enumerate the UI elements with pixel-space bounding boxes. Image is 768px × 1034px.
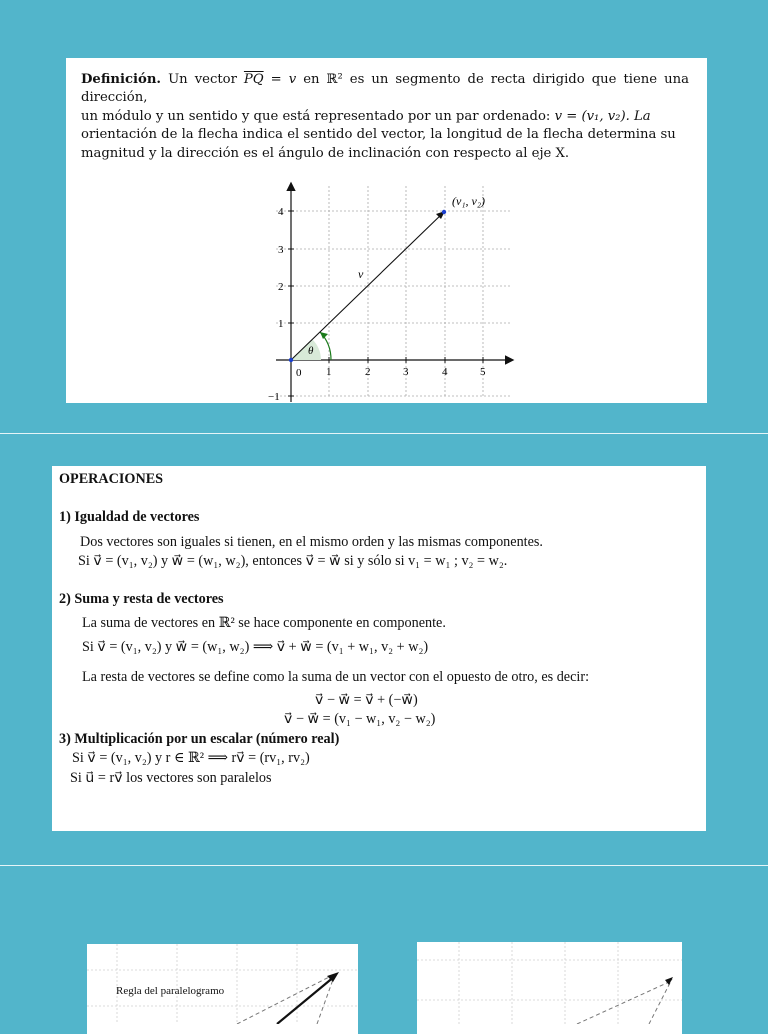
parallelogram-graph <box>87 944 358 1024</box>
definition-text <box>81 71 689 163</box>
x-tick-3: 3 <box>403 366 409 378</box>
operations-title: OPERACIONES <box>59 471 164 487</box>
angle-label: θ <box>308 345 314 357</box>
x-tick-4: 4 <box>442 366 448 378</box>
origin-point <box>289 358 293 362</box>
vector-diagram <box>417 942 682 1024</box>
y-tick-2: 2 <box>278 281 284 293</box>
s3-line2: Si u⃗ = rv⃗ los vectores son paralelos <box>70 770 272 786</box>
separator-top <box>0 433 768 434</box>
endpoint-label: (v₁, v₂) <box>452 194 485 208</box>
s3-line1: Si v⃗ = (v₁, v₂) y r ∈ ℝ² ⟹ rv⃗ = (rv₁, rv₂) <box>72 750 310 766</box>
x-tick-2: 2 <box>365 366 371 378</box>
angle-arrowhead <box>320 332 328 339</box>
angle-wedge <box>291 339 321 360</box>
x-tick-5: 5 <box>480 366 486 378</box>
s2-eq1: v⃗ − w⃗ = v⃗ + (−w⃗) <box>315 692 418 708</box>
vector-graph <box>246 176 526 402</box>
definition-pair: v = (v₁, v₂). La <box>554 108 651 124</box>
definition-label: Definición. <box>81 72 162 87</box>
s2-line1: La suma de vectores en ℝ² se hace componente en componente. <box>82 615 446 631</box>
s2-line3: La resta de vectores se define como la suma de un vector con el opuesto de otro, es decir: <box>82 669 590 685</box>
pq-vector: $\overline{PQ}$ <box>243 72 264 87</box>
vector-diagram-panel <box>417 942 682 1034</box>
s2-line2: Si v⃗ = (v₁, v₂) y w⃗ = (w₁, w₂) ⟹ v⃗ + w⃗ = (v₁ + w₁, v₂ + w₂) <box>82 639 429 655</box>
vector-label: v <box>358 267 364 281</box>
separator-bottom <box>0 865 768 866</box>
vector-v <box>291 211 445 360</box>
graph-grid <box>276 186 511 398</box>
x-tick-1: 1 <box>326 366 332 378</box>
parallelogram-label: Regla del paralelogramo <box>116 985 225 997</box>
definition-text-1: Un vector <box>168 72 237 87</box>
definition-line-2: un módulo y un sentido y que está representado por un par ordenado: <box>81 108 551 124</box>
s1-line2: Si v⃗ = (v₁, v₂) y w⃗ = (w₁, w₂), entonces v⃗ = w⃗ si y sólo si v₁ = w₁ ; v₂ = w₂. <box>78 553 508 569</box>
s2-eq2: v⃗ − w⃗ = (v₁ − w₁, v₂ − w₂) <box>284 711 436 727</box>
origin-label: 0 <box>296 367 302 379</box>
endpoint <box>442 210 446 214</box>
parallelogram-panel <box>87 944 358 1034</box>
y-tick-3: 3 <box>278 244 284 256</box>
definition-panel <box>66 58 707 403</box>
v-equals: = v <box>263 72 297 87</box>
y-tick-4: 4 <box>278 206 284 218</box>
operations-panel <box>52 466 706 831</box>
s1-line1: Dos vectores son iguales si tienen, en el mismo orden y las mismas componentes. <box>80 534 543 550</box>
definition-r2: en ℝ² es un segmento de recta dirigido que tiene una dirección, <box>81 72 689 106</box>
y-tick-1: 1 <box>278 318 284 330</box>
definition-line-4: magnitud y la dirección es el ángulo de inclinación con respecto al eje X. <box>81 145 570 161</box>
s1-title: 1) Igualdad de vectores <box>59 509 200 525</box>
s2-title: 2) Suma y resta de vectores <box>59 591 224 607</box>
definition-line-3: orientación de la flecha indica el sentido del vector, la longitud de la flecha determina su <box>81 127 676 143</box>
s3-title: 3) Multiplicación por un escalar (número real) <box>59 731 340 747</box>
y-tick-neg1: −1 <box>268 391 280 402</box>
